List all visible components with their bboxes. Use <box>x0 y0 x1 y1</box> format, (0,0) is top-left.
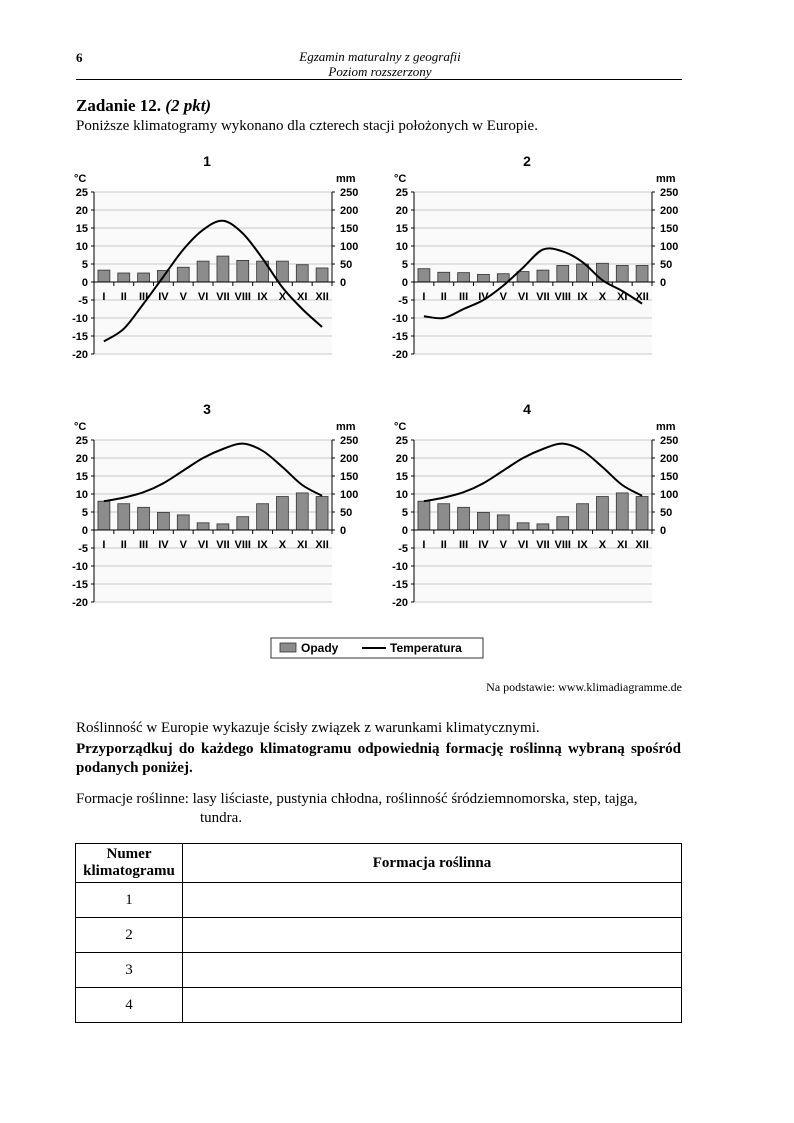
temp-tick-label: -15 <box>72 579 88 591</box>
precip-bar <box>217 256 229 282</box>
temp-tick-label: 0 <box>81 277 88 289</box>
precip-bar <box>418 269 430 282</box>
task-points: (2 pkt) <box>165 96 212 115</box>
formation-answer-cell[interactable] <box>183 918 682 953</box>
month-label: III <box>458 539 469 551</box>
month-label: III <box>138 291 149 303</box>
precip-tick-label: 150 <box>340 223 359 235</box>
precip-bar <box>316 497 328 530</box>
temp-tick-label: 25 <box>75 187 88 199</box>
temp-tick-label: -20 <box>72 349 88 361</box>
precip-tick-label: 0 <box>660 277 667 289</box>
temp-tick-label: -20 <box>72 597 88 609</box>
month-label: XI <box>297 539 308 551</box>
precip-bar <box>316 268 328 282</box>
table-row <box>76 953 682 988</box>
temp-tick-label: 5 <box>81 259 88 271</box>
precip-bar <box>118 504 130 530</box>
month-label: XII <box>635 291 649 303</box>
temp-tick-label: -10 <box>72 313 88 325</box>
month-label: VII <box>536 291 550 303</box>
temp-tick-label: -20 <box>392 597 408 609</box>
month-label: X <box>598 291 607 303</box>
month-label: IV <box>158 291 169 303</box>
precip-bar <box>118 273 130 282</box>
month-label: I <box>422 291 426 303</box>
temp-tick-label: 15 <box>395 471 408 483</box>
precip-bar <box>138 507 150 530</box>
month-label: I <box>422 539 426 551</box>
formation-answer-cell[interactable] <box>183 883 682 918</box>
precip-unit-label: mm <box>336 421 356 433</box>
temp-tick-label: -5 <box>398 543 408 555</box>
temp-tick-label: 0 <box>401 277 408 289</box>
temp-tick-label: -10 <box>72 561 88 573</box>
temp-tick-label: 5 <box>81 507 88 519</box>
formations-text-cont: tundra. <box>200 810 243 826</box>
precip-unit-label: mm <box>336 173 356 185</box>
precip-tick-label: 50 <box>340 259 353 271</box>
month-label: I <box>102 291 106 303</box>
temp-tick-label: 15 <box>75 471 88 483</box>
month-label: III <box>138 539 149 551</box>
precip-bar <box>276 261 288 282</box>
precip-tick-label: 200 <box>660 453 679 465</box>
month-label: X <box>278 291 287 303</box>
precip-tick-label: 200 <box>340 453 359 465</box>
month-label: XII <box>315 291 329 303</box>
climate-chart-3 <box>72 401 358 609</box>
table-row <box>76 918 682 953</box>
precip-unit-label: mm <box>656 421 676 433</box>
precip-bar <box>438 272 450 282</box>
temp-tick-label: 5 <box>401 507 408 519</box>
month-label: VIII <box>234 291 252 303</box>
precip-bar <box>138 273 150 282</box>
chart-title: 4 <box>523 401 531 417</box>
precip-bar <box>418 501 430 530</box>
temp-tick-label: -15 <box>392 579 408 591</box>
climate-charts <box>66 150 706 662</box>
precip-tick-label: 250 <box>660 435 679 447</box>
month-label: II <box>120 291 127 303</box>
month-label: XII <box>315 539 329 551</box>
month-label: X <box>598 539 607 551</box>
temp-tick-label: -20 <box>392 349 408 361</box>
precip-bar <box>477 512 489 530</box>
precip-tick-label: 0 <box>340 277 347 289</box>
precip-bar <box>596 497 608 530</box>
chart-title: 1 <box>203 153 211 169</box>
precip-bar <box>557 265 569 282</box>
month-label: XI <box>297 291 308 303</box>
legend-temp-label: Temperatura <box>390 641 462 655</box>
formations-list <box>76 790 686 828</box>
month-label: IV <box>478 539 489 551</box>
precip-tick-label: 150 <box>660 223 679 235</box>
row-number: 4 <box>76 988 183 1023</box>
row-number: 3 <box>76 953 183 988</box>
formation-answer-cell[interactable] <box>183 988 682 1023</box>
climate-chart-4 <box>392 401 678 609</box>
precip-bar <box>98 501 110 530</box>
temp-tick-label: -15 <box>72 331 88 343</box>
source-note: Na podstawie: www.klimadiagramme.de <box>486 680 682 694</box>
legend-precip-swatch <box>280 643 296 652</box>
precip-bar <box>197 261 209 282</box>
temp-tick-label: 10 <box>75 241 88 253</box>
precip-bar <box>98 270 110 282</box>
header-divider <box>76 79 682 80</box>
temp-tick-label: -10 <box>392 561 408 573</box>
precip-bar <box>296 493 308 530</box>
temp-tick-label: 25 <box>395 187 408 199</box>
temp-tick-label: 15 <box>75 223 88 235</box>
month-label: X <box>278 539 287 551</box>
precip-bar <box>237 517 249 530</box>
precip-tick-label: 200 <box>660 205 679 217</box>
formation-answer-cell[interactable] <box>183 953 682 988</box>
chart-legend <box>271 638 483 658</box>
temp-tick-label: 20 <box>395 205 408 217</box>
temp-tick-label: 20 <box>75 453 88 465</box>
answer-table <box>75 843 682 1023</box>
header-subtitle: Poziom rozszerzony <box>328 64 432 79</box>
temp-tick-label: -10 <box>392 313 408 325</box>
month-label: IX <box>257 539 268 551</box>
precip-bar <box>636 497 648 530</box>
precip-bar <box>276 497 288 530</box>
row-number: 2 <box>76 918 183 953</box>
header-number <box>76 844 183 883</box>
temp-unit-label: °C <box>74 421 87 433</box>
precip-bar <box>217 524 229 530</box>
task-title: Zadanie 12. <box>76 96 162 115</box>
month-label: V <box>499 539 507 551</box>
temp-tick-label: 15 <box>395 223 408 235</box>
precip-bar <box>157 512 169 530</box>
header-title: Egzamin maturalny z geografii <box>299 49 461 64</box>
chart-title: 3 <box>203 401 211 417</box>
temp-unit-label: °C <box>74 173 87 185</box>
month-label: V <box>499 291 507 303</box>
climate-chart-2 <box>392 153 678 361</box>
month-label: VI <box>197 539 209 551</box>
precip-tick-label: 100 <box>660 489 679 501</box>
month-label: II <box>440 539 447 551</box>
month-label: I <box>102 539 106 551</box>
month-label: II <box>440 291 447 303</box>
formations-label: Formacje roślinne: <box>76 791 189 807</box>
month-label: VII <box>216 291 230 303</box>
precip-bar <box>438 504 450 530</box>
month-label: IX <box>577 539 588 551</box>
temp-tick-label: 10 <box>75 489 88 501</box>
precip-tick-label: 0 <box>340 525 347 537</box>
table-row <box>76 988 682 1023</box>
climate-chart-1 <box>72 153 358 361</box>
month-label: VIII <box>554 291 572 303</box>
instruction-text: Przyporządkuj do każdego klimatogramu odpowiednią formację roślinną wybraną spośród podanych poniżej. <box>76 741 681 776</box>
table-header-row <box>76 844 682 883</box>
month-label: IV <box>158 539 169 551</box>
temp-tick-label: -5 <box>78 543 88 555</box>
precip-tick-label: 250 <box>660 187 679 199</box>
precip-tick-label: 250 <box>340 435 359 447</box>
precip-tick-label: 50 <box>660 507 673 519</box>
task-heading <box>76 96 211 116</box>
month-label: XI <box>617 291 628 303</box>
precip-tick-label: 150 <box>340 471 359 483</box>
precip-tick-label: 50 <box>340 507 353 519</box>
precip-bar <box>557 517 569 530</box>
precip-tick-label: 50 <box>660 259 673 271</box>
month-label: V <box>179 291 187 303</box>
chart-title: 2 <box>523 153 531 169</box>
precip-bar <box>257 504 269 530</box>
precip-bar <box>537 524 549 530</box>
month-label: II <box>120 539 127 551</box>
task-intro: Poniższe klimatogramy wykonano dla czterech stacji położonych w Europie. <box>76 118 538 134</box>
month-label: VII <box>536 539 550 551</box>
temp-tick-label: 25 <box>395 435 408 447</box>
precip-bar <box>177 515 189 530</box>
temp-unit-label: °C <box>394 421 407 433</box>
table-row <box>76 883 682 918</box>
precip-tick-label: 0 <box>660 525 667 537</box>
temp-unit-label: °C <box>394 173 407 185</box>
precip-bar <box>577 504 589 530</box>
precip-bar <box>517 523 529 530</box>
row-number: 1 <box>76 883 183 918</box>
precip-unit-label: mm <box>656 173 676 185</box>
paragraph-intro: Roślinność w Europie wykazuje ścisły związek z warunkami klimatycznymi. <box>76 720 540 736</box>
precip-bar <box>197 523 209 530</box>
month-label: V <box>179 539 187 551</box>
precip-bar <box>458 273 470 282</box>
precip-bar <box>458 507 470 530</box>
precip-bar <box>177 267 189 282</box>
precip-bar <box>497 515 509 530</box>
temp-tick-label: 10 <box>395 489 408 501</box>
precip-bar <box>616 493 628 530</box>
precip-bar <box>477 274 489 282</box>
month-label: VIII <box>234 539 252 551</box>
month-label: VII <box>216 539 230 551</box>
precip-tick-label: 200 <box>340 205 359 217</box>
precip-bar <box>616 265 628 282</box>
legend-precip-label: Opady <box>301 641 339 655</box>
temp-tick-label: 10 <box>395 241 408 253</box>
month-label: IV <box>478 291 489 303</box>
month-label: VI <box>517 539 529 551</box>
temp-tick-label: 5 <box>401 259 408 271</box>
precip-bar <box>636 265 648 282</box>
precip-tick-label: 250 <box>340 187 359 199</box>
precip-bar <box>537 270 549 282</box>
precip-bar <box>517 272 529 282</box>
month-label: VI <box>197 291 209 303</box>
temp-tick-label: -5 <box>398 295 408 307</box>
formations-text: lasy liściaste, pustynia chłodna, roślinność śródziemnomorska, step, tajga, <box>192 791 638 807</box>
temp-tick-label: 20 <box>75 205 88 217</box>
temp-tick-label: 0 <box>81 525 88 537</box>
month-label: VI <box>517 291 529 303</box>
temp-tick-label: -15 <box>392 331 408 343</box>
precip-tick-label: 150 <box>660 471 679 483</box>
page-number: 6 <box>76 50 83 65</box>
precip-bar <box>296 265 308 282</box>
temp-tick-label: 25 <box>75 435 88 447</box>
precip-tick-label: 100 <box>340 489 359 501</box>
month-label: III <box>458 291 469 303</box>
precip-tick-label: 100 <box>660 241 679 253</box>
month-label: XI <box>617 539 628 551</box>
precip-bar <box>237 260 249 282</box>
month-label: IX <box>577 291 588 303</box>
temp-tick-label: 0 <box>401 525 408 537</box>
temp-tick-label: 20 <box>395 453 408 465</box>
header-formation: Formacja roślinna <box>183 844 682 883</box>
precip-tick-label: 100 <box>340 241 359 253</box>
temp-tick-label: -5 <box>78 295 88 307</box>
month-label: IX <box>257 291 268 303</box>
month-label: VIII <box>554 539 572 551</box>
month-label: XII <box>635 539 649 551</box>
header-number-line2: klimatogramu <box>83 863 175 879</box>
header-number-line1: Numer <box>106 846 152 862</box>
